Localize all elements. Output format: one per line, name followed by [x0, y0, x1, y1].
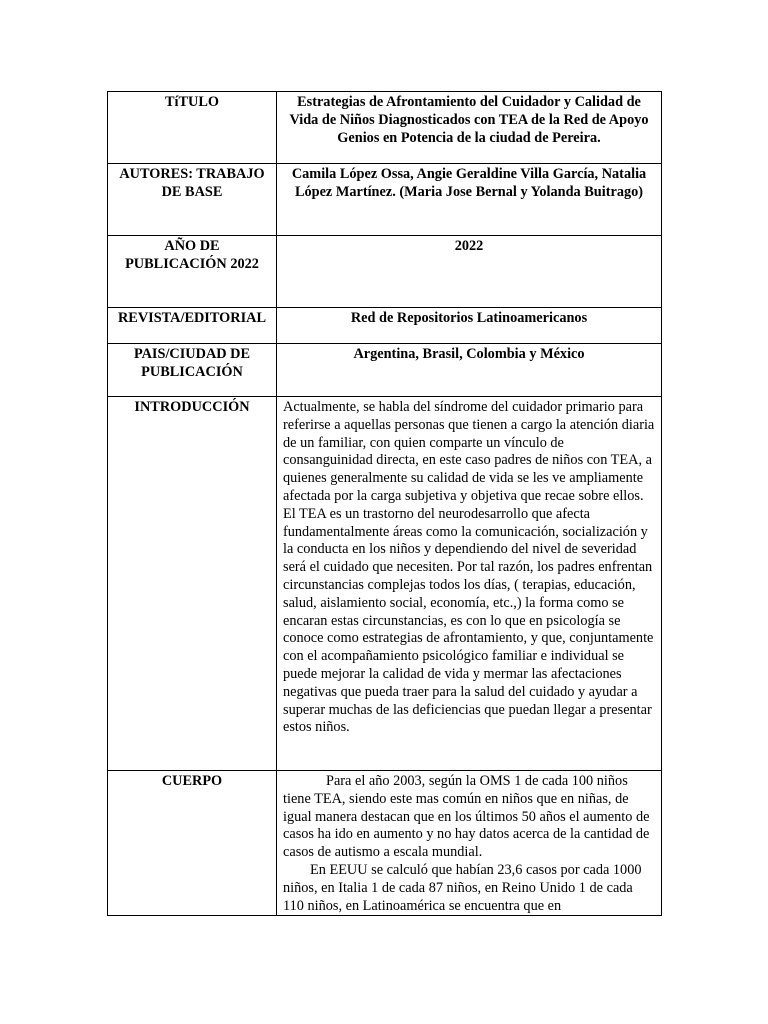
introduccion-text: Actualmente, se habla del síndrome del cuidador primario para referirse a aquellas personas que tienen a cargo la atención diaria de un familiar, con quien comparte un vínculo de consanguinidad directa, en este caso padres de niños con TEA, a quienes generalmente su calidad de vida se les ve ampliamente afectada por la carga subjetiva y objetiva que recae sobre ellos. El TEA es un trastorno del neurodesarrollo que afecta fundamentalmente áreas como la comunicación, socialización y la conducta en los niños y dependiendo del nivel de severidad será el cuidado que necesiten. Por tal razón, los padres enfrentan circunstancias complejas todos los días, ( terapias, educación, salud, aislamiento social, economía, etc.,) la forma como se encaran estas circunstancias, es con lo que en psicología se conoce como estrategias de afrontamiento, y que, conjuntamente con el acompañamiento psicológico familiar e individual se puede mejorar la calidad de vida y mermar las afectaciones negativas que pueda traer para la salud del cuidado y ayudar a superar muchas de las deficiencias que puedan llegar a presentar estos niños.: [277, 397, 662, 771]
anio-value: 2022: [277, 236, 662, 308]
titulo-label: TíTULO: [108, 92, 277, 164]
table-row: [108, 92, 662, 164]
titulo-value: Estrategias de Afrontamiento del Cuidador y Calidad de Vida de Niños Diagnosticados con TEA de la Red de Apoyo Genios en Potencia de la ciudad de Pereira.: [277, 92, 662, 164]
revista-value: Red de Repositorios Latinoamericanos: [277, 308, 662, 344]
introduccion-label: INTRODUCCIÓN: [108, 397, 277, 771]
table-row: [108, 771, 662, 916]
cuerpo-paragraph: Para el año 2003, según la OMS 1 de cada 100 niños tiene TEA, siendo este mas común en niños que en niñas, de igual manera destacan que en los últimos 50 años el aumento de casos ha ido en aumento y no hay datos acerca de la cantidad de casos de autismo a escala mundial.: [283, 773, 650, 861]
revista-label: REVISTA/EDITORIAL: [108, 308, 277, 344]
table-row: [108, 344, 662, 397]
anio-label: AÑO DE PUBLICACIÓN 2022: [108, 236, 277, 308]
table-row: [108, 397, 662, 771]
cuerpo-text: [283, 773, 655, 915]
autores-value: Camila López Ossa, Angie Geraldine Villa García, Natalia López Martínez. (Maria Jose Bernal y Yolanda Buitrago): [277, 164, 662, 236]
table-row: [108, 308, 662, 344]
cuerpo-paragraph: En EEUU se calculó que habían 23,6 casos por cada 1000 niños, en Italia 1 de cada 87 niños, en Reino Unido 1 de cada 110 niños, en Latinoamérica se encuentra que en: [283, 861, 642, 914]
cuerpo-cell: [277, 771, 662, 916]
table-row: [108, 164, 662, 236]
pais-label: PAIS/CIUDAD DE PUBLICACIÓN: [108, 344, 277, 397]
autores-label: AUTORES: TRABAJO DE BASE: [108, 164, 277, 236]
table-row: [108, 236, 662, 308]
summary-table: [107, 91, 662, 916]
cuerpo-label: CUERPO: [108, 771, 277, 916]
pais-value: Argentina, Brasil, Colombia y México: [277, 344, 662, 397]
